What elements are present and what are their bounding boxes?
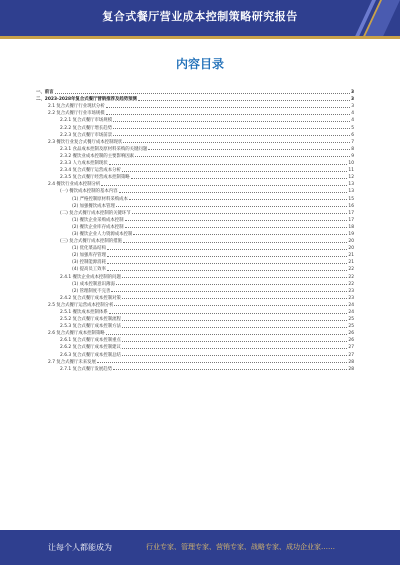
toc-entry-text: (2) 管理制度不完善 [72,288,111,294]
toc-leader-dots [135,156,350,157]
toc-leader-dots [107,270,347,271]
table-of-contents [36,88,354,372]
toc-entry-text: 2.3 餐饮行业复合式餐厅成本控制现状 [48,139,123,145]
toc-page-number: 19 [348,231,354,237]
toc-leader-dots [107,256,347,257]
toc-leader-dots [132,213,348,214]
toc-entry-text: (4) 提高员工效率 [72,267,106,273]
toc-entry-text: 2.4.2 复合式餐厅成本控制对策 [60,295,121,301]
toc-page-number: 22 [348,281,354,287]
toc-entry-text: 2.5.1 餐饮成本控制体系 [60,310,108,315]
toc-page-number: 23 [348,288,354,294]
toc-entry[interactable] [36,216,354,223]
toc-page-number: 27 [348,352,354,358]
toc-entry-text: 2.5 复合式餐厅运营成本控制分析 [48,302,114,308]
toc-leader-dots [101,185,347,186]
toc-entry[interactable] [36,287,354,294]
toc-leader-dots [106,107,351,108]
toc-page-number: 28 [348,359,354,365]
toc-leader-dots [125,227,348,228]
toc-entry-text: (1) 成本控制意识薄弱 [72,281,115,287]
toc-page-number: 22 [348,274,354,280]
toc-entry[interactable] [36,109,354,116]
toc-entry-text: 2.2 复合式餐厅行业市场规模 [48,111,105,117]
toc-page-number: 26 [348,338,354,344]
toc-entry-text: 二、2023-2028年复合式餐厅营销推荐及趋势预测 [36,97,137,103]
toc-entry[interactable] [36,95,354,102]
toc-leader-dots [109,164,348,165]
toc-entry[interactable] [36,294,354,301]
toc-entry-text: 2.3.2 餐饮业成本控制的主要影响因素 [60,153,135,159]
toc-entry[interactable] [36,138,354,145]
toc-entry-text: 2.7 复合式餐厅未来发展 [48,359,96,365]
toc-entry-text: (1) 餐饮企业采购成本控制 [72,217,124,223]
toc-entry[interactable] [36,301,354,308]
toc-leader-dots [123,142,350,143]
report-title: 复合式餐厅营业成本控制策略研究报告 [102,10,298,23]
toc-entry[interactable] [36,173,354,180]
toc-entry-text: (1) 严格控制原材料采购成本 [72,196,128,202]
toc-page-number: 3 [350,90,354,96]
toc-page-number: 17 [348,210,354,216]
toc-entry-text: 2.6.1 复合式餐厅成本控制重点 [60,338,121,344]
toc-leader-dots [106,334,348,335]
toc-page-number: 24 [348,302,354,308]
page-header [0,0,400,39]
toc-entry-text: 2.1 复合式餐厅行业现状分析 [48,104,105,110]
toc-page-number: 13 [348,189,354,195]
toc-page-number: 3 [351,104,354,110]
toc-leader-dots [113,369,347,370]
toc-leader-dots [109,313,348,314]
toc-entry-text: (二) 复合式餐厅成本控制的关键环节 [60,210,131,216]
toc-page-number: 20 [348,246,354,252]
toc-entry[interactable] [36,194,354,201]
toc-page-number: 21 [348,253,354,259]
toc-entry-text: 2.3.1 食品成本控制及原材料采购的关键问题 [60,146,148,152]
toc-entry[interactable] [36,280,354,287]
toc-leader-dots [113,128,350,129]
toc-leader-dots [122,171,348,172]
toc-leader-dots [119,192,348,193]
toc-entry[interactable] [36,258,354,265]
toc-entry[interactable] [36,265,354,272]
toc-leader-dots [122,298,348,299]
toc-leader-dots [123,242,348,243]
toc-entry[interactable] [36,322,354,329]
toc-page-number: 4 [351,111,354,117]
toc-leader-dots [125,220,348,221]
toc-leader-dots [148,149,350,150]
toc-entry-text: 2.5.3 复合式餐厅成本控制方法 [60,324,121,330]
toc-entry-text: 2.6.3 复合式餐厅成本控制总结 [60,352,121,358]
toc-entry[interactable] [36,343,354,350]
toc-page-number: 21 [348,260,354,266]
toc-leader-dots [138,100,350,101]
toc-page-number: 3 [350,97,354,103]
toc-entry[interactable] [36,272,354,279]
toc-leader-dots [122,355,348,356]
toc-entry[interactable] [36,315,354,322]
toc-entry[interactable] [36,209,354,216]
toc-entry[interactable] [36,88,354,95]
toc-leader-dots [55,93,350,94]
toc-leader-dots [113,135,350,136]
toc-entry-text: (2) 加强餐饮成本管理 [72,203,115,209]
toc-entry-text: 2.4.1 餐饮企业成本控制的问题 [60,274,121,280]
toc-entry-text: 2.2.3 复合式餐厅市场前景 [60,132,113,138]
toc-entry-text: 2.7.1 复合式餐厅发展趋势 [60,366,113,372]
toc-page-number: 16 [348,203,354,209]
toc-page-number: 28 [348,366,354,372]
toc-entry-text: 2.3.5 复合式餐厅经营成本控制策略 [60,175,130,181]
toc-entry[interactable] [36,159,354,166]
toc-entry-text: (一) 餐饮成本控制的基本内容 [60,189,118,195]
toc-leader-dots [114,305,347,306]
toc-page-number: 25 [348,324,354,330]
toc-entry-text: (2) 加强库存管理 [72,253,106,259]
toc-page-number: 11 [348,168,354,174]
page-footer [0,530,400,565]
toc-entry[interactable] [36,350,354,357]
toc-page-number: 9 [351,153,354,159]
toc-page-number: 24 [348,310,354,315]
toc-page-number: 17 [348,217,354,223]
toc-leader-dots [97,362,348,363]
toc-entry[interactable] [36,145,354,152]
toc-leader-dots [131,178,348,179]
toc-entry[interactable] [36,187,354,194]
toc-leader-dots [106,114,351,115]
toc-page-number: 25 [348,317,354,323]
toc-entry-text: 2.3.4 复合式餐厅运营成本分析 [60,168,121,174]
toc-page-number: 4 [351,118,354,124]
toc-entry-text: 2.5.2 复合式餐厅成本控制流程 [60,317,121,323]
toc-leader-dots [122,327,348,328]
toc-entry[interactable] [36,251,354,258]
toc-page-number: 15 [348,196,354,202]
toc-entry[interactable] [36,244,354,251]
toc-entry-text: (1) 优化菜品结构 [72,246,106,252]
toc-page-number: 8 [351,146,354,152]
toc-title: 内容目录 [175,57,224,71]
toc-entry-text: 2.6 复合式餐厅成本控制策略 [48,331,105,337]
toc-leader-dots [107,249,347,250]
toc-entry[interactable] [36,230,354,237]
toc-leader-dots [116,284,348,285]
toc-entry[interactable] [36,123,354,130]
toc-leader-dots [133,234,347,235]
toc-entry[interactable] [36,308,354,315]
toc-page-number: 13 [348,182,354,188]
toc-entry[interactable] [36,237,354,244]
footer-roles: 行业专家、管理专家、营销专家、战略专家、成功企业家…… [146,543,335,551]
toc-entry-text: 2.3.3 人力成本控制现状 [60,161,108,167]
footer-slogan: 让每个人都能成为 [48,543,112,552]
toc-entry-text: (3) 餐饮企业人力资源成本控制 [72,231,133,237]
toc-page-number: 12 [348,175,354,181]
toc-page-number: 18 [348,224,354,230]
toc-entry[interactable] [36,202,354,209]
toc-page-number: 6 [351,132,354,138]
toc-entry-text: (3) 控制能源消耗 [72,260,106,266]
toc-leader-dots [122,341,348,342]
toc-page-number: 27 [348,345,354,351]
toc-entry-text: (2) 餐饮企业库存成本控制 [72,224,124,230]
toc-entry[interactable] [36,152,354,159]
toc-page-number: 5 [351,125,354,131]
toc-entry[interactable] [36,131,354,138]
toc-entry[interactable] [36,329,354,336]
toc-entry[interactable] [36,166,354,173]
toc-entry-text: 2.2.1 复合式餐厅市场规模 [60,118,113,124]
toc-entry-text: 2.2.2 复合式餐厅增长趋势 [60,125,113,131]
toc-leader-dots [116,206,348,207]
toc-page-number: 10 [348,161,354,167]
toc-leader-dots [122,320,348,321]
toc-page-number: 26 [348,331,354,337]
toc-entry[interactable] [36,180,354,187]
toc-entry[interactable] [36,358,354,365]
toc-entry-text: (三) 复合式餐厅成本控制的措施 [60,239,122,245]
toc-leader-dots [113,121,350,122]
toc-leader-dots [111,291,347,292]
toc-entry[interactable] [36,116,354,123]
toc-page-number: 20 [348,239,354,245]
toc-leader-dots [107,263,347,264]
toc-leader-dots [122,348,348,349]
toc-entry[interactable] [36,336,354,343]
toc-page-number: 7 [351,139,354,145]
toc-entry[interactable] [36,102,354,109]
toc-leader-dots [122,277,348,278]
toc-entry-text: 一、前言 [36,90,54,96]
toc-page-number: 23 [348,295,354,301]
toc-entry[interactable] [36,365,354,372]
toc-entry-text: 2.4 餐饮行业成本控制分析 [48,182,101,188]
toc-entry-text: 2.6.2 复合式餐厅成本控制建议 [60,345,121,351]
toc-leader-dots [129,199,347,200]
toc-entry[interactable] [36,223,354,230]
toc-page-number: 22 [348,267,354,273]
